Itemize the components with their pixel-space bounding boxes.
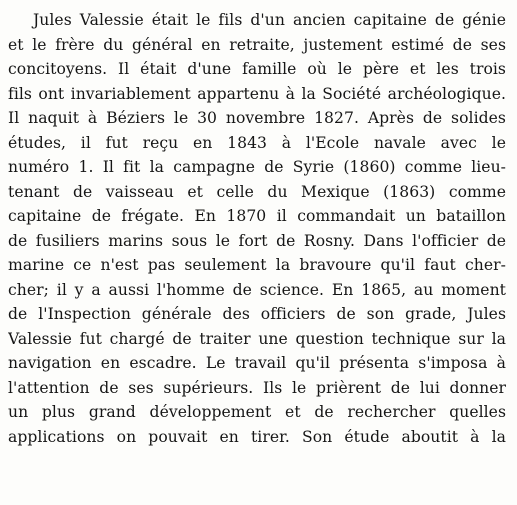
text-line: de fusiliers marins sous le fort de Rosny. Dans l'officier de <box>8 231 506 250</box>
text-line: capitaine de frégate. En 1870 il commandait un bataillon <box>8 207 506 225</box>
text-line: navigation en escadre. Le travail qu'il présenta s'imposa à <box>8 354 506 372</box>
text-line: cher; il y a aussi l'homme de science. En 1865, au moment <box>8 280 506 299</box>
text-line: marine ce n'est pas seulement la bravoure qu'il faut cher- <box>8 256 506 274</box>
text-line: Jules Valessie était le fils d'un ancien capitaine de génie <box>33 11 506 29</box>
text-line: concitoyens. Il était d'une famille où le père et les trois <box>8 60 506 78</box>
text-line: fils ont invariablement appartenu à la Société archéologique. <box>8 84 506 103</box>
text-line: tenant de vaisseau et celle du Mexique (1863) comme <box>8 182 506 201</box>
text-line: Valessie fut chargé de traiter une question technique sur la <box>8 329 506 348</box>
text-line: l'attention de ses supérieurs. Ils le prièrent de lui donner <box>8 378 506 397</box>
text-line: de l'Inspection générale des officiers de son grade, Jules <box>8 305 506 323</box>
text-line: études, il fut reçu en 1843 à l'Ecole navale avec le <box>8 133 506 152</box>
text-line: et le frère du général en retraite, justement estimé de ses <box>8 35 506 54</box>
text-line: un plus grand développement et de rechercher quelles <box>8 403 506 421</box>
text-line: applications on pouvait en tirer. Son étude aboutit à la <box>8 427 506 446</box>
text-line: Il naquit à Béziers le 30 novembre 1827. Après de solides <box>8 109 506 127</box>
body-paragraph <box>8 8 506 449</box>
text-line: numéro 1. Il fit la campagne de Syrie (1860) comme lieu- <box>8 158 506 176</box>
